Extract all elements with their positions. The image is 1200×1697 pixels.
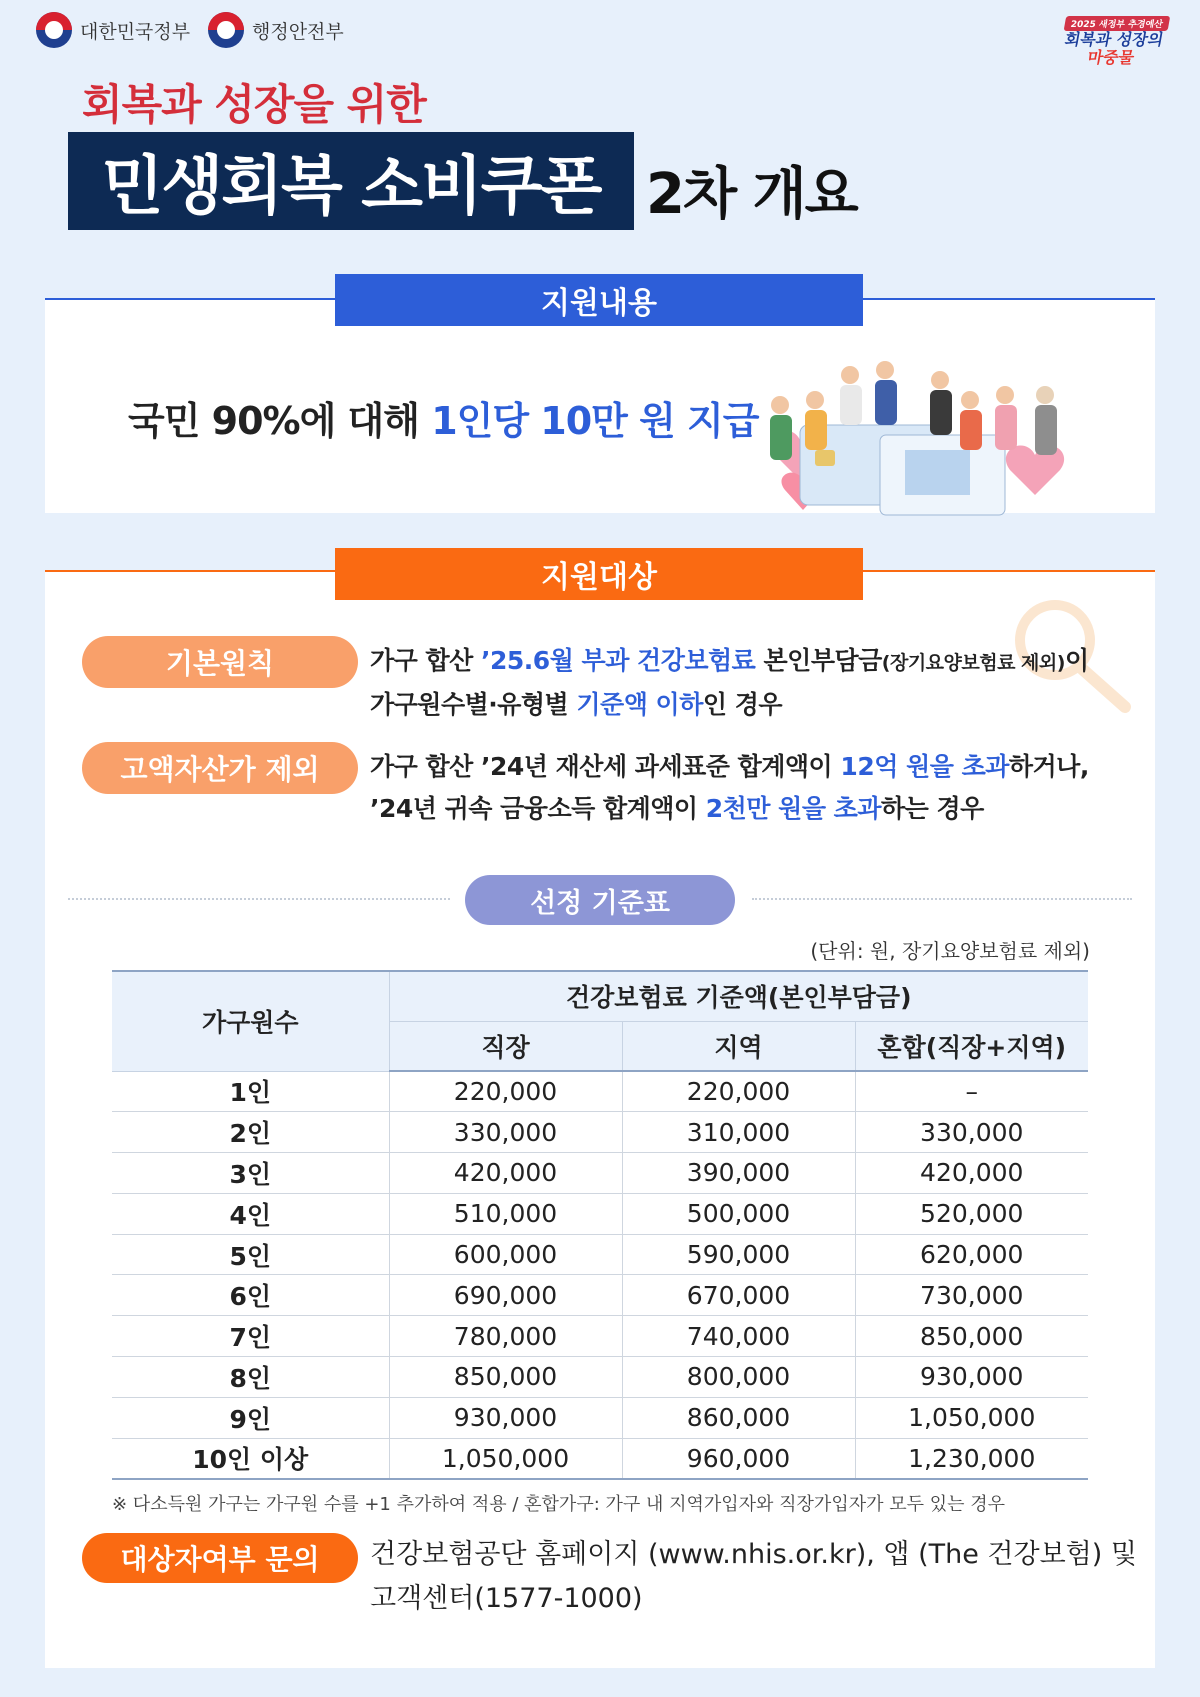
person-body-icon xyxy=(1035,405,1057,455)
amount-cell: 860,000 xyxy=(622,1397,855,1438)
table-row xyxy=(112,1193,1088,1234)
rule-text-basic xyxy=(370,640,1089,726)
amount-cell: 730,000 xyxy=(855,1275,1088,1316)
rule-text-line xyxy=(370,788,1089,830)
amount-cell: 420,000 xyxy=(389,1153,622,1194)
amount-cell: 220,000 xyxy=(389,1071,622,1112)
rule-text-exclusion xyxy=(370,746,1089,830)
amount-cell: 500,000 xyxy=(622,1193,855,1234)
footnote: ※ 다소득원 가구는 가구원 수를 +1 추가하여 적용 / 혼합가구: 가구 내 지역가입자와 직장가입자가 모두 있는 경우 xyxy=(112,1494,1005,1515)
person-body-icon xyxy=(875,380,897,425)
amount-cell: 930,000 xyxy=(389,1397,622,1438)
taegeuk-emblem-icon xyxy=(208,12,244,48)
rule-text-span: 하거나, xyxy=(1008,752,1089,781)
rule-text-span: 하는 경우 xyxy=(880,794,984,823)
ministry-name: 행정안전부 xyxy=(252,20,344,43)
amount-cell: 800,000 xyxy=(622,1357,855,1398)
amount-cell: 620,000 xyxy=(855,1234,1088,1275)
person-body-icon xyxy=(960,410,982,450)
amount-cell: 510,000 xyxy=(389,1193,622,1234)
support-text xyxy=(128,390,758,445)
amount-cell: 1,230,000 xyxy=(855,1438,1088,1479)
unit-note: (단위: 원, 장기요양보험료 제외) xyxy=(810,939,1090,963)
rule-text-highlight: 12억 원을 초과 xyxy=(840,752,1009,781)
taegeuk-emblem-icon xyxy=(36,12,72,48)
amount-cell: 740,000 xyxy=(622,1316,855,1357)
rule-text-span: 이 xyxy=(1064,646,1089,675)
header-workplace: 직장 xyxy=(389,1021,622,1071)
household-size-cell: 1인 xyxy=(112,1071,389,1112)
amount-cell: 930,000 xyxy=(855,1357,1088,1398)
amount-cell: 330,000 xyxy=(389,1112,622,1153)
table-row xyxy=(112,1234,1088,1275)
person-head-icon xyxy=(771,396,789,414)
table-row xyxy=(112,1316,1088,1357)
dotted-divider xyxy=(752,898,1132,900)
amount-cell: 780,000 xyxy=(389,1316,622,1357)
rule-text-line xyxy=(370,640,1089,684)
inquiry-label: 대상자여부 문의 xyxy=(82,1533,358,1583)
inquiry-line: 건강보험공단 홈페이지 (www.nhis.or.kr), 앱 (The 건강보험) 및 xyxy=(370,1539,1137,1570)
rule-text-span: 가구 합산 ’24년 재산세 과세표준 합계액이 xyxy=(370,752,841,781)
amount-cell: 1,050,000 xyxy=(389,1438,622,1479)
campaign-logo xyxy=(1053,12,1175,68)
table-row xyxy=(112,1397,1088,1438)
header-mixed: 혼합(직장+지역) xyxy=(855,1021,1088,1071)
amount-cell: 590,000 xyxy=(622,1234,855,1275)
rule-text-small: (장기요양보험료 제외) xyxy=(881,652,1065,674)
household-size-cell: 3인 xyxy=(112,1153,389,1194)
table-row xyxy=(112,1438,1088,1479)
person-body-icon xyxy=(840,385,862,425)
header-household: 가구원수 xyxy=(112,971,389,1071)
rule-text-highlight: 2천만 원을 초과 xyxy=(705,794,881,823)
person-head-icon xyxy=(841,366,859,384)
header-regional: 지역 xyxy=(622,1021,855,1071)
table-row xyxy=(112,1071,1088,1112)
page-title: 민생회복 소비쿠폰 xyxy=(68,132,634,230)
rule-text-highlight: 기준액 이하 xyxy=(576,690,703,719)
rule-label-exclusion: 고액자산가 제외 xyxy=(82,742,358,794)
person-head-icon xyxy=(996,386,1014,404)
table-row xyxy=(112,1112,1088,1153)
table-row xyxy=(112,1153,1088,1194)
person-head-icon xyxy=(1036,386,1054,404)
chip-icon xyxy=(815,450,835,466)
dotted-divider xyxy=(68,898,450,900)
rule-label-basic: 기본원칙 xyxy=(82,636,358,688)
person-body-icon xyxy=(805,410,827,450)
amount-cell: 390,000 xyxy=(622,1153,855,1194)
rule-text-span: 인 경우 xyxy=(702,690,783,719)
person-body-icon xyxy=(770,415,792,460)
amount-cell: 330,000 xyxy=(855,1112,1088,1153)
household-size-cell: 7인 xyxy=(112,1316,389,1357)
gov-name: 대한민국정부 xyxy=(80,20,191,43)
amount-cell: 690,000 xyxy=(389,1275,622,1316)
header-group: 건강보험료 기준액(본인부담금) xyxy=(389,971,1088,1021)
campaign-logo-line1: 회복과 성장의 xyxy=(1063,30,1165,49)
campaign-logo-top: 2025 새정부 추경예산 xyxy=(1063,16,1170,31)
rule-text-span: ’24년 귀속 금융소득 합계액이 xyxy=(370,794,706,823)
amount-cell: 220,000 xyxy=(622,1071,855,1112)
table-row xyxy=(112,1357,1088,1398)
amount-cell: – xyxy=(855,1071,1088,1112)
person-head-icon xyxy=(961,391,979,409)
rule-text-span: 본인부담금 xyxy=(755,646,882,675)
title-suffix: 2차 개요 xyxy=(646,162,857,227)
amount-cell: 850,000 xyxy=(855,1316,1088,1357)
gov-logo-korea xyxy=(36,10,190,50)
household-size-cell: 6인 xyxy=(112,1275,389,1316)
inquiry-text xyxy=(370,1533,1137,1621)
title-subtitle: 회복과 성장을 위한 xyxy=(82,80,426,129)
support-text-highlight: 1인당 10만 원 지급 xyxy=(431,399,759,443)
rule-text-line xyxy=(370,684,1089,726)
support-text-prefix: 국민 90%에 대해 xyxy=(128,399,432,443)
amount-cell: 310,000 xyxy=(622,1112,855,1153)
amount-cell: 600,000 xyxy=(389,1234,622,1275)
amount-cell: 960,000 xyxy=(622,1438,855,1479)
target-heading: 지원대상 xyxy=(335,548,863,600)
person-head-icon xyxy=(806,391,824,409)
amount-cell: 1,050,000 xyxy=(855,1397,1088,1438)
household-size-cell: 10인 이상 xyxy=(112,1438,389,1479)
inquiry-line: 고객센터(1577-1000) xyxy=(370,1583,643,1614)
amount-cell: 520,000 xyxy=(855,1193,1088,1234)
person-body-icon xyxy=(995,405,1017,450)
coupon-pattern-icon xyxy=(905,450,970,495)
household-size-cell: 9인 xyxy=(112,1397,389,1438)
household-size-cell: 2인 xyxy=(112,1112,389,1153)
amount-cell: 670,000 xyxy=(622,1275,855,1316)
selection-heading: 선정 기준표 xyxy=(465,875,735,925)
people-coupon-illustration xyxy=(755,355,1095,520)
criteria-table xyxy=(112,970,1088,1480)
person-head-icon xyxy=(931,371,949,389)
household-size-cell: 5인 xyxy=(112,1234,389,1275)
gov-logo-ministry xyxy=(208,10,344,50)
person-body-icon xyxy=(930,390,952,435)
household-size-cell: 8인 xyxy=(112,1357,389,1398)
support-heading: 지원내용 xyxy=(335,274,863,326)
rule-text-line xyxy=(370,746,1089,788)
rule-text-span: 가구 합산 xyxy=(370,646,482,675)
person-head-icon xyxy=(876,361,894,379)
amount-cell: 850,000 xyxy=(389,1357,622,1398)
campaign-logo-line2: 마중물 xyxy=(1086,48,1136,67)
rule-text-span: 가구원수별·유형별 xyxy=(370,690,577,719)
rule-text-highlight: ’25.6월 부과 건강보험료 xyxy=(481,646,756,675)
household-size-cell: 4인 xyxy=(112,1193,389,1234)
amount-cell: 420,000 xyxy=(855,1153,1088,1194)
table-row xyxy=(112,1275,1088,1316)
